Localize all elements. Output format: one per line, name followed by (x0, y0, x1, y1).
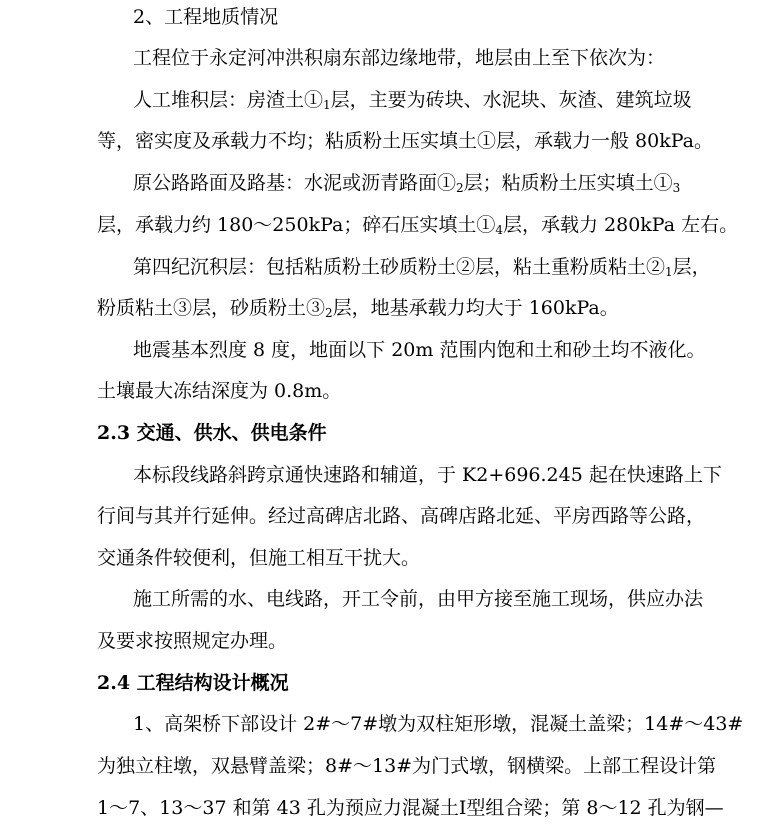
paragraph-line: 人工堆积层：房渣土$①_1$层，主要为砖块、水泥块、灰渣、建筑垃圾 (133, 89, 692, 112)
paragraph-line: 原公路路面及路基：水泥或沥青路面$①_2$层；粘质粉土压实填土$①_3$ (133, 172, 681, 195)
paragraph-line: 地震基本烈度 8 度，地面以下 20m 范围内饱和土和砂土均不液化。 (133, 339, 706, 361)
paragraph-line: 等，密实度及承载力不均；粘质粉土压实填土①层，承载力一般 80kPa。 (97, 130, 713, 152)
paragraph-line: 施工所需的水、电线路，开工令前，由甲方接至施工现场，供应办法 (133, 588, 704, 610)
paragraph-line: 1～7、13～37 和第 43 孔为预应力混凝土Ⅰ型组合梁；第 8～12 孔为钢— (97, 797, 724, 819)
paragraph-line: 为独立柱墩，双悬臂盖梁；8#～13#为门式墩，钢横梁。上部工程设计第 (97, 755, 717, 777)
section-heading-structure: 2.4 工程结构设计概况 (97, 672, 289, 694)
paragraph-line: 层，承载力约 180～250kPa；碎石压实填土$①_4$层，承载力 280kPa 左右。 (97, 214, 739, 237)
paragraph-line: 及要求按照规定办理。 (97, 630, 288, 652)
paragraph-line: 1、高架桥下部设计 2#～7#墩为双柱矩形墩，混凝土盖梁；14#～43# (133, 713, 744, 735)
paragraph-line: 第四纪沉积层：包括粘质粉土砂质粉土②层，粘土重粉质粘土$②_1$层， (133, 256, 711, 279)
section-heading-traffic: 2.3 交通、供水、供电条件 (97, 422, 327, 444)
paragraph-line: 行间与其并行延伸。经过高碑店北路、高碑店路北延、平房西路等公路， (97, 505, 706, 527)
paragraph-line: 本标段线路斜跨京通快速路和辅道，于 K2+696.245 起在快速路上下 (133, 464, 722, 486)
paragraph-line: 土壤最大冻结深度为 0.8m。 (97, 380, 342, 402)
paragraph-line: 交通条件较便利，但施工相互干扰大。 (97, 547, 421, 569)
section-heading-geology: 2、工程地质情况 (133, 6, 279, 28)
paragraph-line: 粉质粘土③层，砂质粉土$③_2$层，地基承载力均大于 160kPa。 (97, 297, 619, 320)
paragraph-line: 工程位于永定河冲洪积扇东部边缘地带，地层由上至下依次为： (133, 47, 666, 69)
